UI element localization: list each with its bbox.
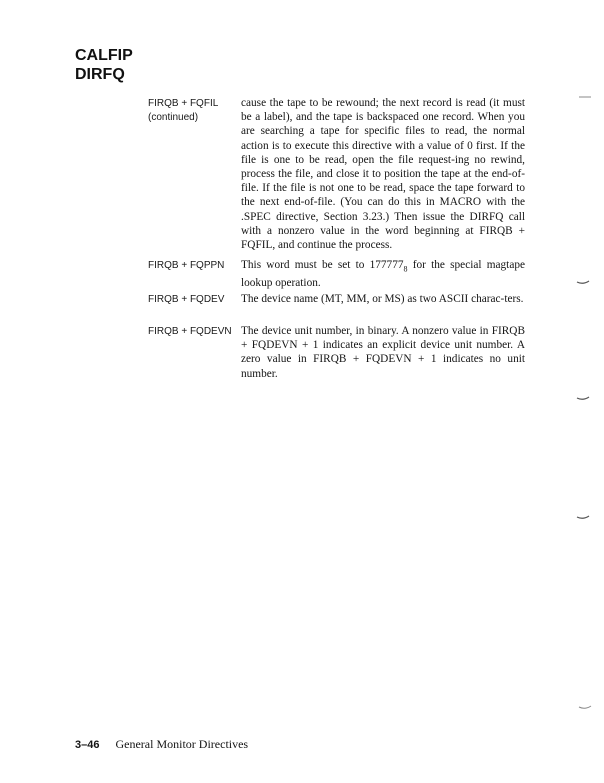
heading-line-calfip: CALFIP (75, 47, 133, 64)
term-label: FIRQB + FQFIL (148, 98, 219, 109)
description-text: for the special magtape lookup operation. (241, 259, 525, 290)
term-label: FIRQB + FQPPN (148, 260, 225, 271)
term-note: (continued) (148, 112, 199, 123)
entry-term (148, 325, 242, 339)
binding-hole-mark (576, 396, 590, 402)
entry-description (241, 258, 525, 291)
binding-hole-mark (576, 515, 590, 521)
footer-section-title: General Monitor Directives (115, 737, 249, 751)
entry-description: cause the tape to be rewound; the next record is read (it must be a label), and the tape is backspaced one record. When you are searching a tape for specific files to read, the normal action is to execute this directive with a value of 0 first. If the file is one to be read, open the file request-ing no rewind, process the file, and close it to position the tape at the end-of-file. If the file is not one to be read, space the tape forward to the next end-of-file. (You can do this in MACRO with the .SPEC directive, Section 3.23.) Then issue the DIRFQ call with a nonzero value in the word beginning at FIRQB + FQFIL, and continue the process. (241, 97, 525, 252)
octal-subscript: 8 (403, 264, 408, 274)
page-footer (75, 737, 248, 752)
entry-description: The device unit number, in binary. A nonzero value in FIRQB + FQDEVN + 1 indicates an explicit device unit number. A zero value in FIRQB + FQDEVN + 1 indicates no unit number. (241, 325, 525, 380)
term-label: FIRQB + FQDEVN (148, 326, 232, 337)
binding-hole-mark (578, 705, 592, 711)
entry-term (148, 97, 242, 125)
heading-line-dirfq: DIRFQ (75, 66, 125, 83)
page-number: 3–46 (75, 739, 100, 751)
binding-hole-mark (578, 94, 592, 100)
term-label: FIRQB + FQDEV (148, 294, 225, 305)
description-text: This word must be set to 177777 (241, 259, 404, 271)
page-heading (75, 46, 133, 84)
binding-hole-mark (576, 280, 590, 286)
entry-term (148, 293, 242, 307)
entry-term (148, 259, 242, 273)
entry-description: The device name (MT, MM, or MS) as two ASCII charac-ters. (241, 293, 524, 305)
